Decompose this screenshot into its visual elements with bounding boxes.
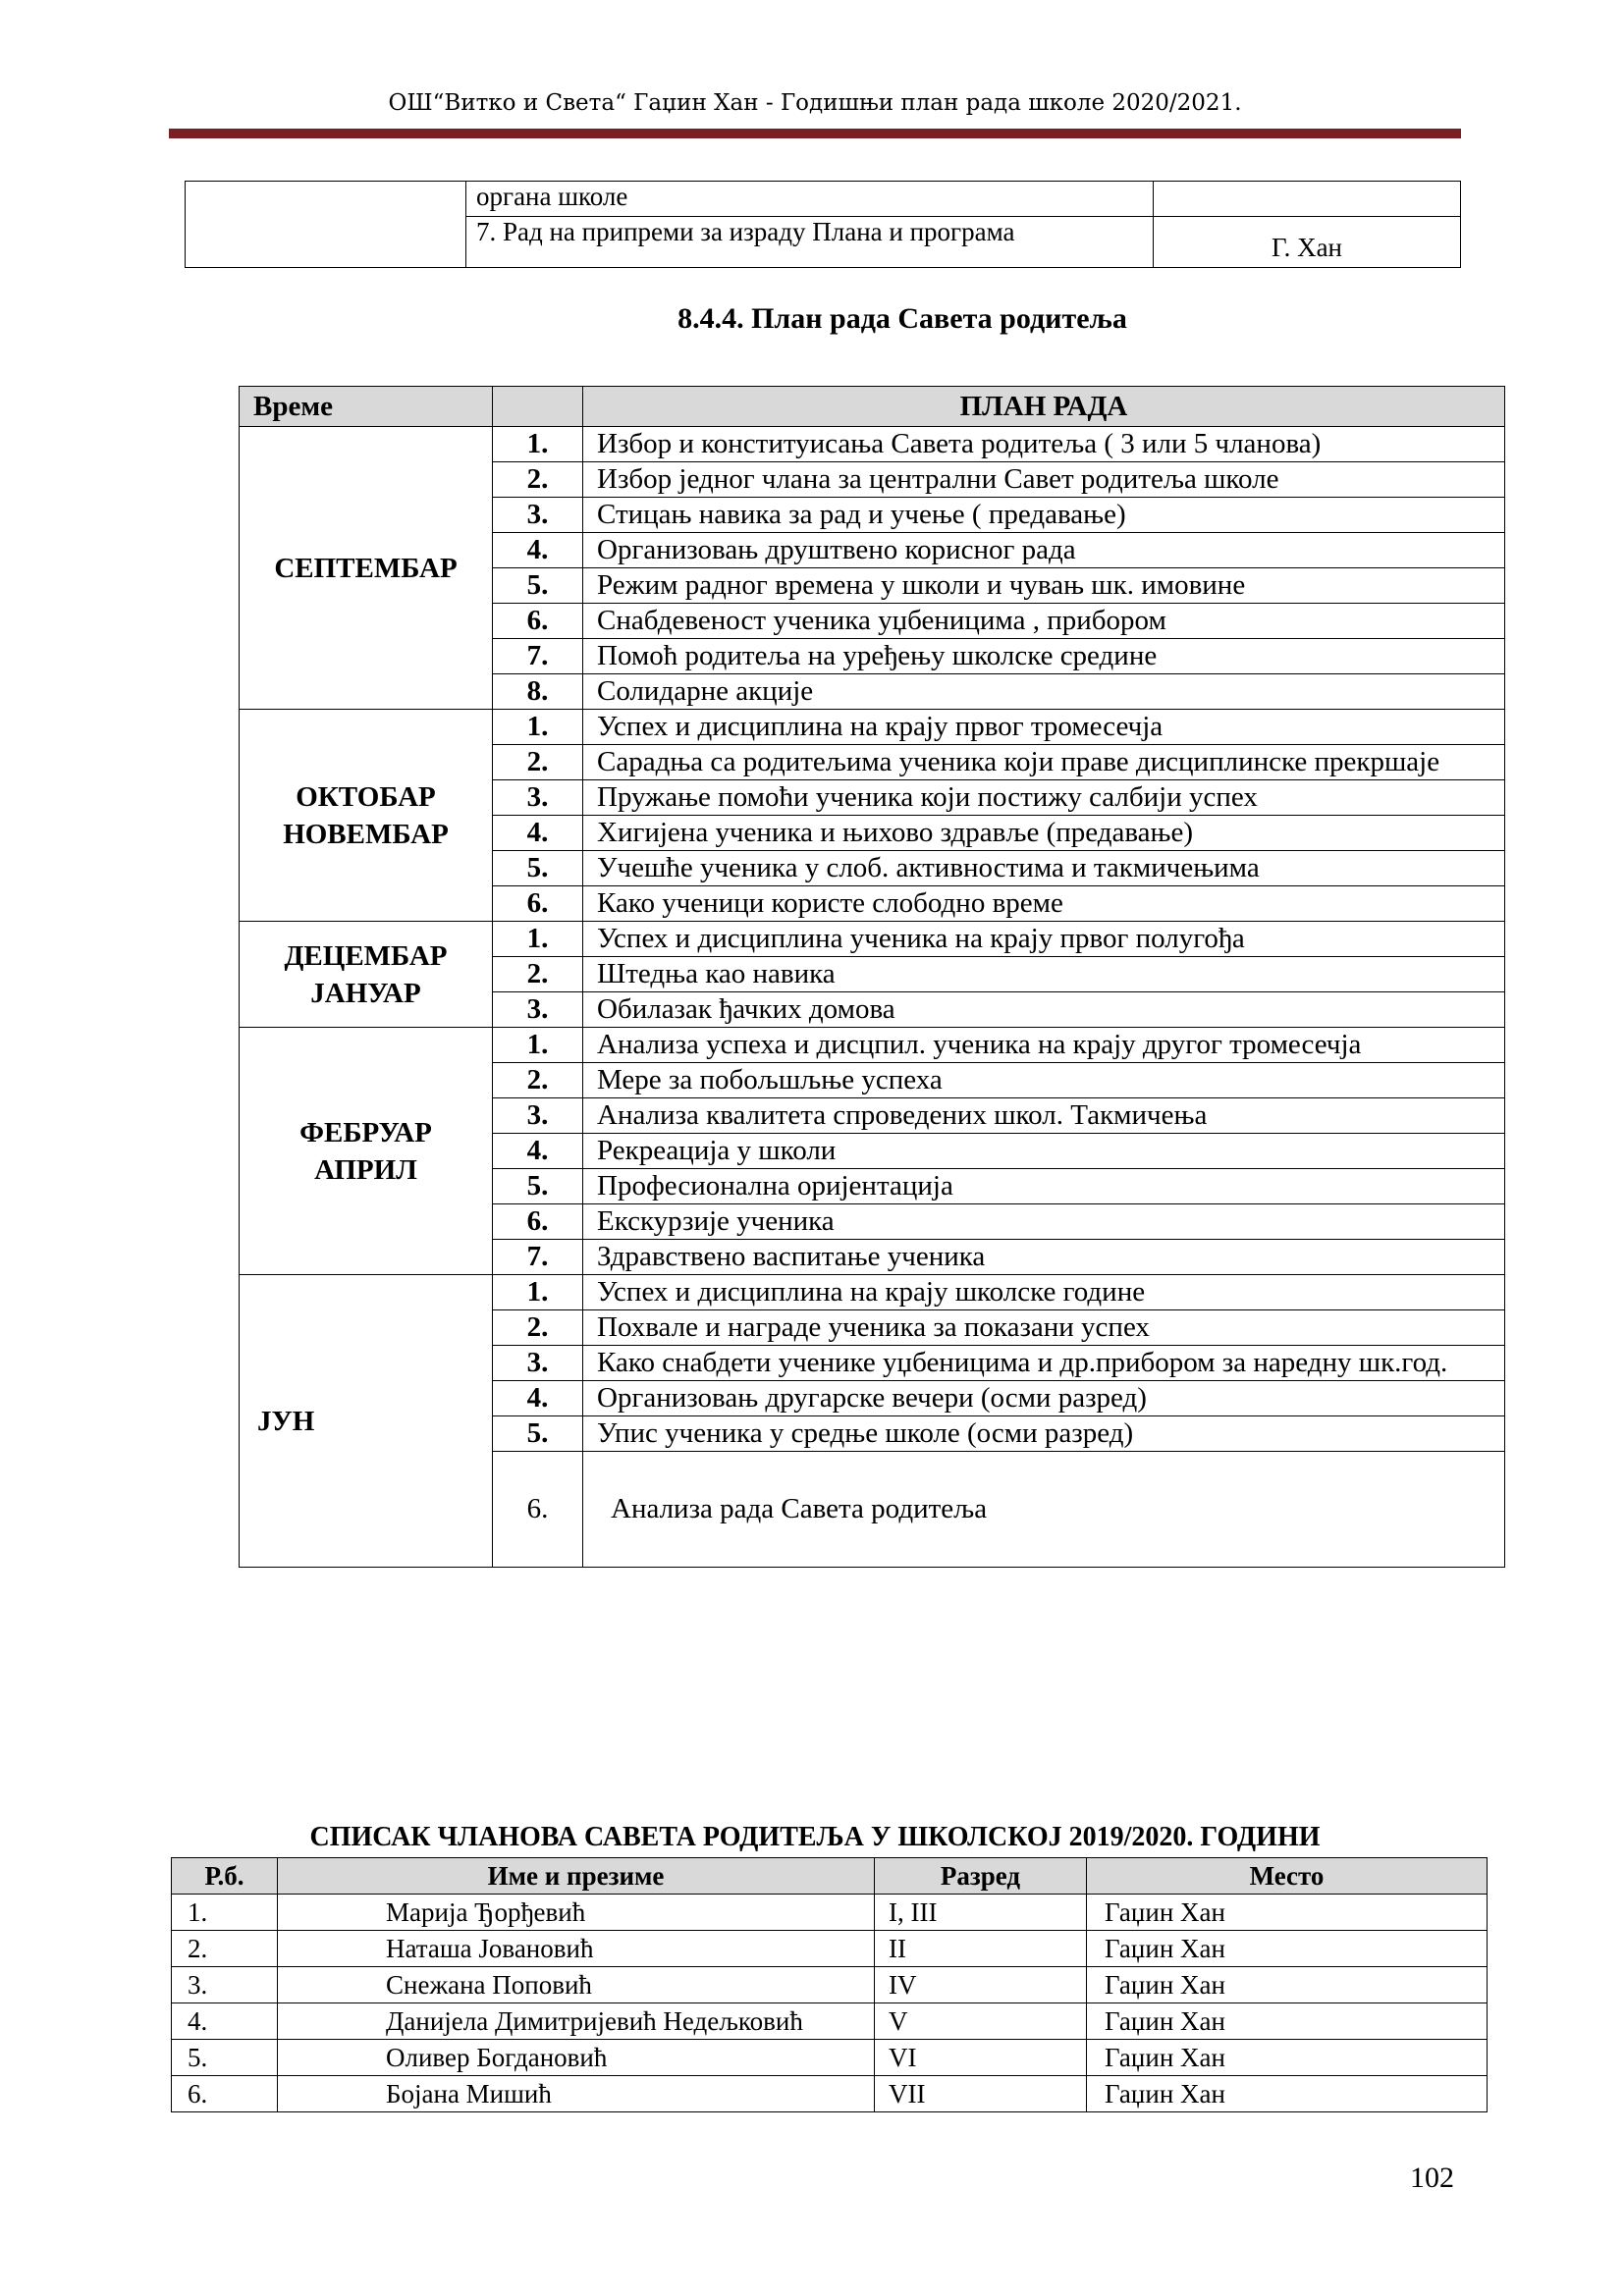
month-line: АПРИЛ	[314, 1153, 417, 1186]
item-number: 3.	[493, 498, 583, 533]
table-row	[172, 1967, 1488, 2003]
item-activity: Екскурзије ученика	[583, 1204, 1505, 1240]
item-number: 2.	[493, 1063, 583, 1098]
item-number: 2.	[493, 957, 583, 992]
item-number: 5.	[493, 568, 583, 604]
month-february-april	[240, 1028, 493, 1275]
item-number: 5.	[493, 1169, 583, 1204]
cell-name: Бојана Мишић	[278, 2076, 875, 2112]
month-line: ДЕЦЕМБАР	[284, 939, 448, 972]
item-activity: Похвале и награде ученика за показани успех	[583, 1310, 1505, 1346]
item-number: 3.	[493, 1346, 583, 1381]
fragment-empty-cell	[186, 182, 466, 268]
item-activity: Организовањ другарске вечери (осми разред)	[583, 1381, 1505, 1416]
item-number: 6.	[493, 1452, 583, 1568]
month-october-november	[240, 710, 493, 922]
item-activity: Анализа квалитета спроведених школ. Такмичења	[583, 1098, 1505, 1134]
cell-grade: IV	[875, 1967, 1087, 2003]
month-line: ОКТОБАР	[296, 780, 436, 813]
item-number: 6.	[493, 886, 583, 922]
month-line: НОВЕМБАР	[283, 818, 449, 850]
cell-place: Гаџин Хан	[1087, 2040, 1488, 2076]
item-number: 2.	[493, 462, 583, 498]
fragment-row1-place	[1154, 182, 1461, 217]
table-row	[172, 2040, 1488, 2076]
parents-council-plan-table	[239, 386, 1505, 1568]
item-number: 1.	[493, 922, 583, 957]
cell-name: Марија Ђорђевић	[278, 1895, 875, 1931]
cell-name: Снежана Поповић	[278, 1967, 875, 2003]
item-number: 4.	[493, 1381, 583, 1416]
cell-name: Оливер Богдановић	[278, 2040, 875, 2076]
col-header-name: Име и презиме	[278, 1858, 875, 1895]
item-activity: Сарадња са родитељима ученика који праве дисциплинске прекршаје	[583, 745, 1505, 780]
item-activity: Анализа рада Савета родитеља	[583, 1452, 1505, 1568]
previous-table-fragment	[185, 181, 1461, 268]
month-december-january	[240, 922, 493, 1028]
cell-place: Гаџин Хан	[1087, 2076, 1488, 2112]
cell-grade: VI	[875, 2040, 1087, 2076]
cell-rb: 6.	[172, 2076, 278, 2112]
col-header-place: Место	[1087, 1858, 1488, 1895]
item-number: 1.	[493, 427, 583, 462]
item-activity: Успех и дисциплина на крају првог тромесечја	[583, 710, 1505, 745]
cell-grade: VII	[875, 2076, 1087, 2112]
item-activity: Снабдевеност ученика уџбеницима , прибором	[583, 604, 1505, 639]
section-title: 8.4.4. План рада Савета родитеља	[677, 302, 1127, 335]
cell-grade: V	[875, 2003, 1087, 2040]
col-header-grade: Разред	[875, 1858, 1087, 1895]
cell-name: Наташа Јовановић	[278, 1931, 875, 1967]
month-line: ФЕБРУАР	[299, 1116, 432, 1148]
item-activity: Професионална оријентација	[583, 1169, 1505, 1204]
item-activity: Избор и конституисања Савета родитеља ( 3 или 5 чланова)	[583, 427, 1505, 462]
item-number: 4.	[493, 533, 583, 568]
item-number: 8.	[493, 674, 583, 710]
item-activity: Штедња као навика	[583, 957, 1505, 992]
item-activity: Мере за побољшљње успеха	[583, 1063, 1505, 1098]
table-row	[172, 2003, 1488, 2040]
header-rule	[169, 129, 1461, 138]
fragment-row2-text: 7. Рад на припреми за израду Плана и програма	[466, 217, 1154, 268]
item-number: 3.	[493, 780, 583, 816]
item-activity: Помоћ родитеља на уређењу школске средине	[583, 639, 1505, 674]
month-june: ЈУН	[240, 1275, 493, 1568]
item-number: 3.	[493, 1098, 583, 1134]
item-number: 4.	[493, 1134, 583, 1169]
item-activity: Солидарне акције	[583, 674, 1505, 710]
table-row	[172, 1931, 1488, 1967]
cell-rb: 1.	[172, 1895, 278, 1931]
item-activity: Обилазак ђачких домова	[583, 992, 1505, 1028]
item-activity: Рекреација у школи	[583, 1134, 1505, 1169]
cell-place: Гаџин Хан	[1087, 1895, 1488, 1931]
cell-rb: 4.	[172, 2003, 278, 2040]
item-activity: Стицањ навика за рад и учење ( предавање)	[583, 498, 1505, 533]
month-line: ЈАНУАР	[310, 977, 421, 1009]
item-activity: Успех и дисциплина ученика на крају првог полугођа	[583, 922, 1505, 957]
item-activity: Режим радног времена у школи и чувањ шк. имовине	[583, 568, 1505, 604]
item-activity: Хигијена ученика и њихово здравље (предавање)	[583, 816, 1505, 851]
cell-place: Гаџин Хан	[1087, 1967, 1488, 2003]
item-number: 6.	[493, 1204, 583, 1240]
item-activity: Упис ученика у средње школе (осми разред)	[583, 1416, 1505, 1452]
members-list-title: СПИСАК ЧЛАНОВА САВЕТА РОДИТЕЉА У ШКОЛСКОЈ 2019/2020. ГОДИНИ	[309, 1822, 1321, 1852]
cell-place: Гаџин Хан	[1087, 2003, 1488, 2040]
page-header: ОШ“Витко и Света“ Гаџин Хан - Годишњи план рада школе 2020/2021.	[388, 90, 1242, 116]
col-header-time: Време	[240, 387, 493, 427]
members-table	[171, 1857, 1488, 2112]
item-activity: Учешће ученика у слоб. активностима и такмичењима	[583, 851, 1505, 886]
cell-rb: 5.	[172, 2040, 278, 2076]
item-activity: Успех и дисциплина на крају школске године	[583, 1275, 1505, 1310]
item-number: 2.	[493, 1310, 583, 1346]
cell-grade: II	[875, 1931, 1087, 1967]
item-activity: Како ученици користе слободно време	[583, 886, 1505, 922]
fragment-row2-place: Г. Хан	[1154, 217, 1461, 268]
item-number: 1.	[493, 710, 583, 745]
item-activity: Анализа успеха и дисцпил. ученика на крају другог тромесечја	[583, 1028, 1505, 1063]
item-number: 1.	[493, 1028, 583, 1063]
table-row	[172, 1895, 1488, 1931]
item-number: 4.	[493, 816, 583, 851]
item-number: 7.	[493, 639, 583, 674]
item-activity: Пружање помоћи ученика који постижу салбији успех	[583, 780, 1505, 816]
col-header-number	[493, 387, 583, 427]
item-number: 5.	[493, 851, 583, 886]
item-activity: Како снабдети ученике уџбеницима и др.прибором за наредну шк.год.	[583, 1346, 1505, 1381]
table-row	[172, 2076, 1488, 2112]
item-activity: Организовањ друштвено корисног рада	[583, 533, 1505, 568]
item-number: 6.	[493, 604, 583, 639]
cell-place: Гаџин Хан	[1087, 1931, 1488, 1967]
page-number: 102	[1410, 2162, 1454, 2194]
item-number: 2.	[493, 745, 583, 780]
fragment-row1-text: органа школе	[466, 182, 1154, 217]
col-header-plan: ПЛАН РАДА	[583, 387, 1505, 427]
cell-rb: 3.	[172, 1967, 278, 2003]
item-number: 1.	[493, 1275, 583, 1310]
cell-rb: 2.	[172, 1931, 278, 1967]
cell-name: Данијела Димитријевић Недељковић	[278, 2003, 875, 2040]
item-number: 7.	[493, 1240, 583, 1275]
item-activity: Здравствено васпитање ученика	[583, 1240, 1505, 1275]
item-number: 5.	[493, 1416, 583, 1452]
item-activity: Избор једног члана за централни Савет родитеља школе	[583, 462, 1505, 498]
cell-grade: I, III	[875, 1895, 1087, 1931]
month-september: СЕПТЕМБАР	[240, 427, 493, 710]
item-number: 3.	[493, 992, 583, 1028]
col-header-rb: Р.б.	[172, 1858, 278, 1895]
